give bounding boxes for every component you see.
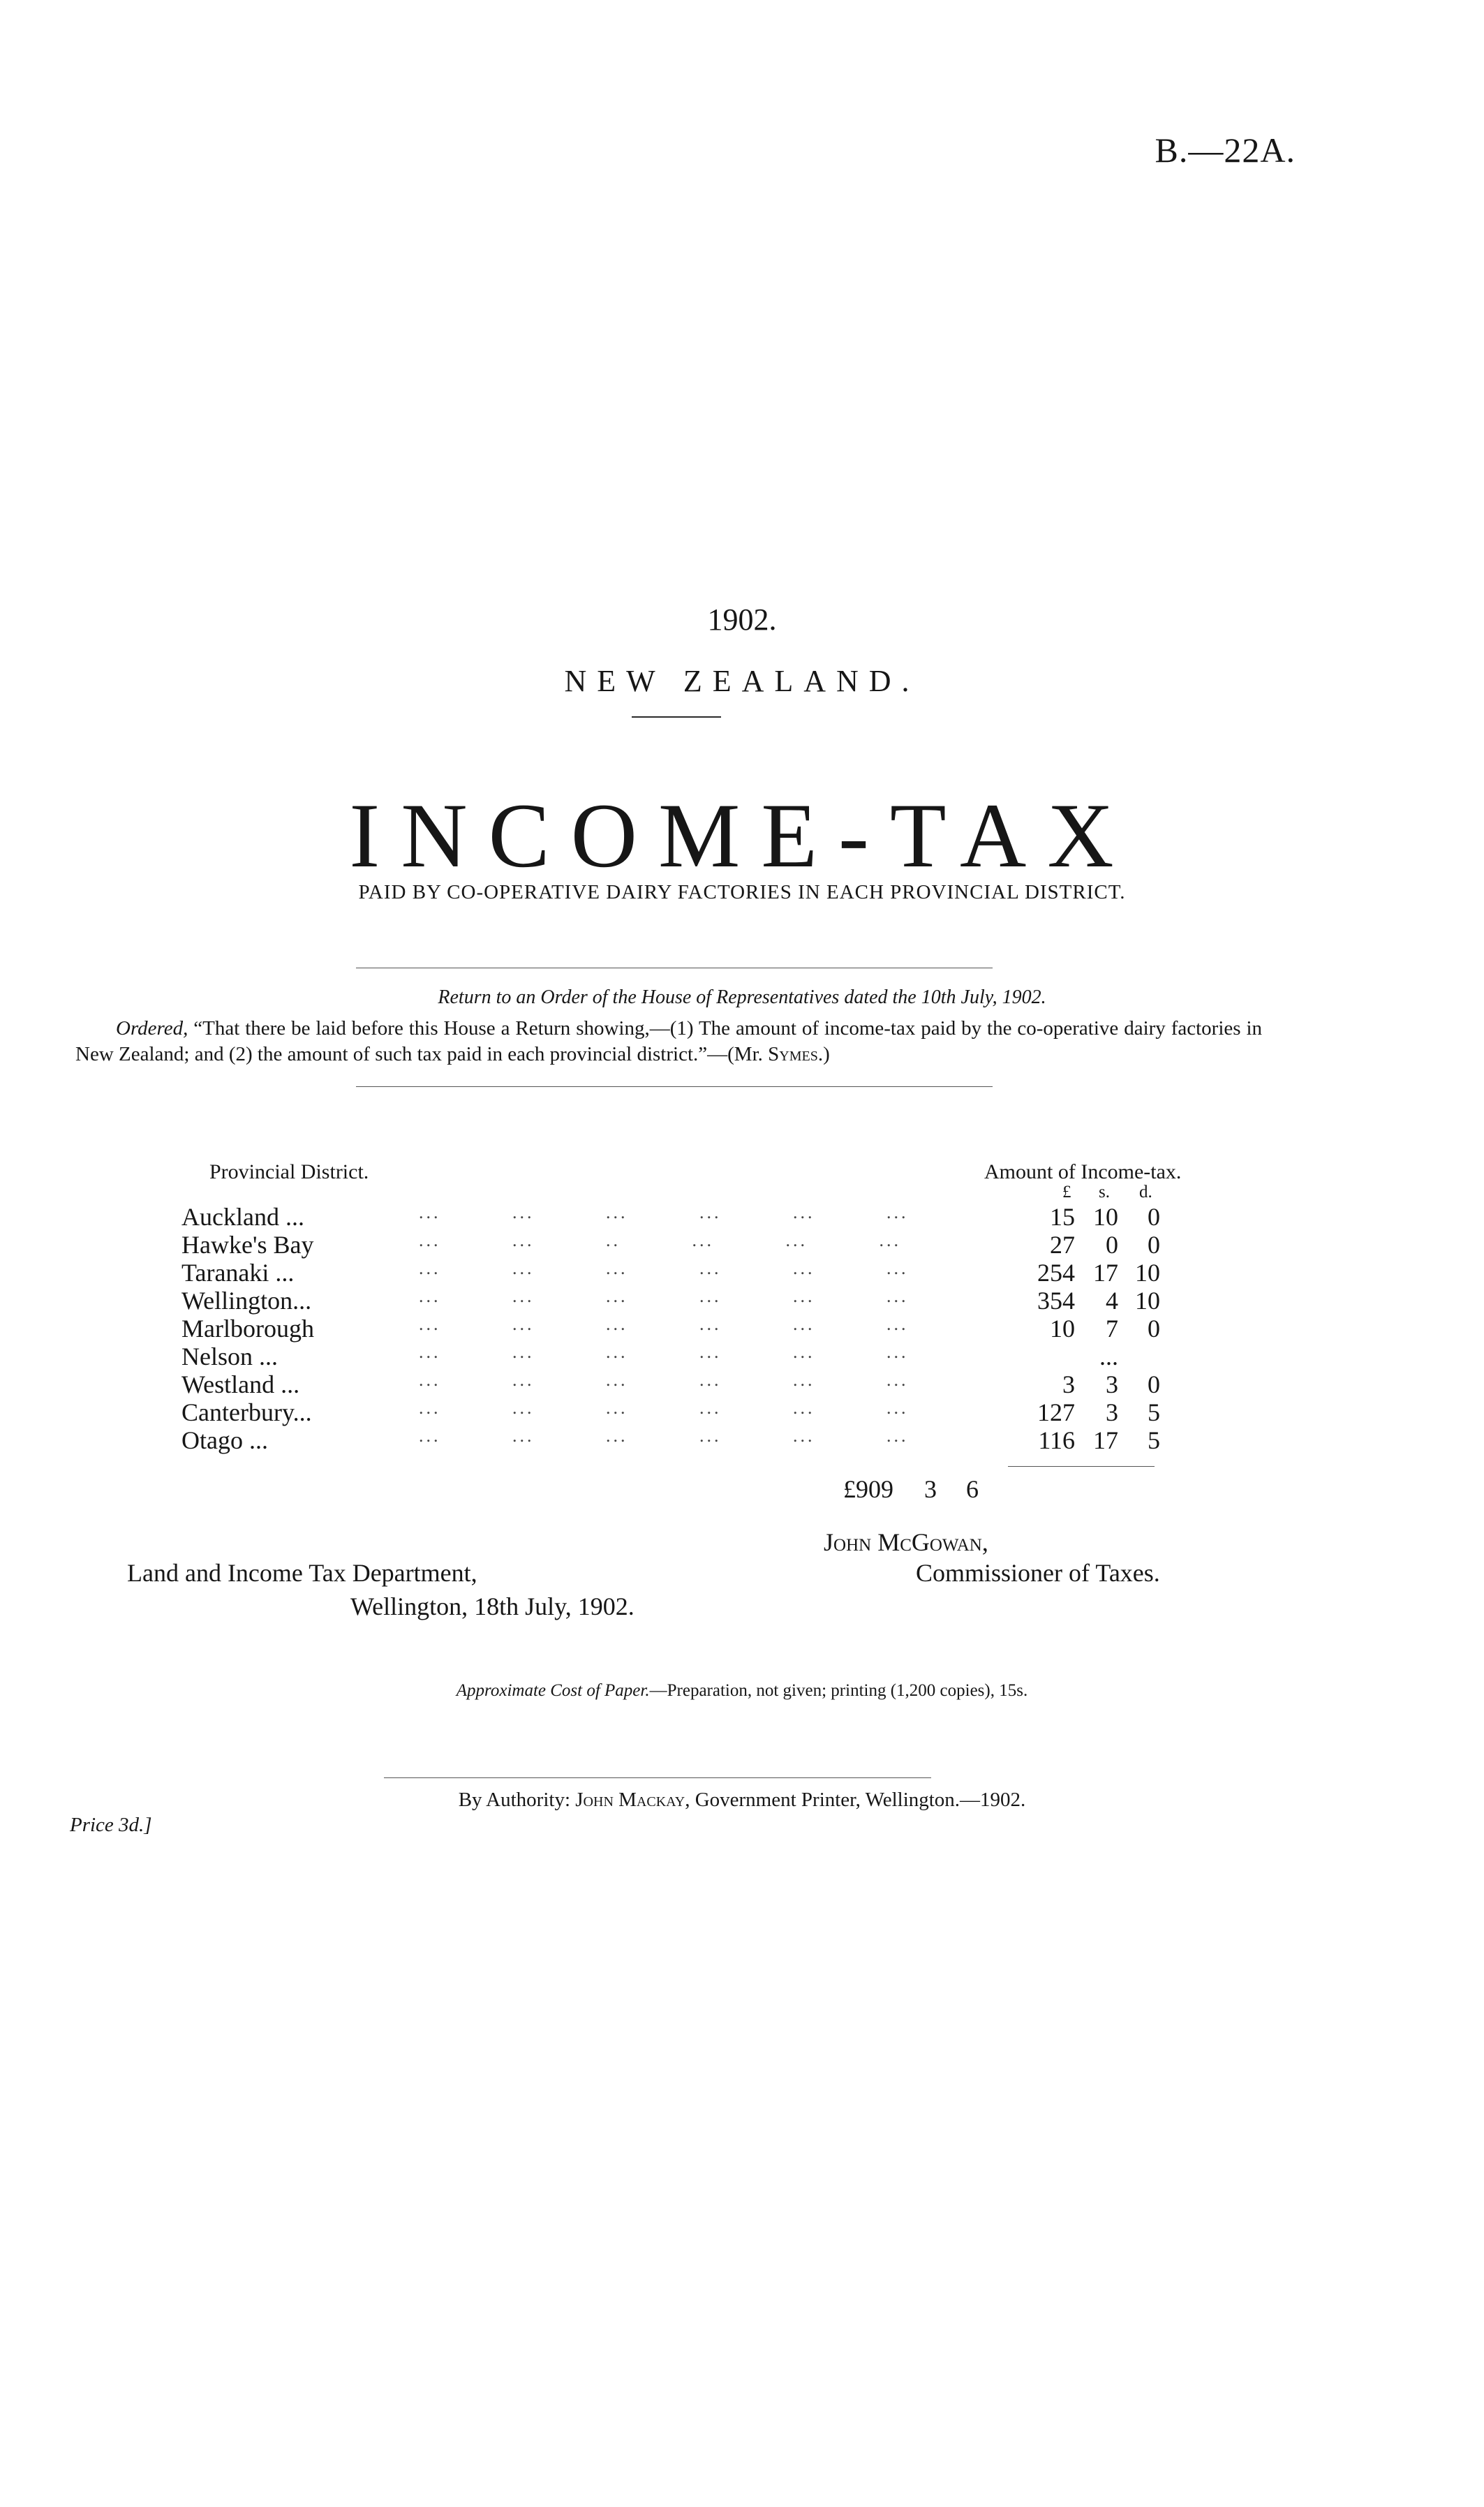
district-name: Taranaki ...: [181, 1259, 295, 1287]
amount-shillings: 7: [1106, 1315, 1118, 1343]
signer-first-name: John: [824, 1528, 872, 1556]
amount-shillings: 17: [1093, 1426, 1118, 1454]
table-row: [181, 1314, 1270, 1343]
divider-footer: [384, 1777, 931, 1778]
total-shillings: 3: [924, 1475, 937, 1503]
leader-dots: ... ... ... ... ... ...: [419, 1286, 909, 1306]
amount-pence: 0: [1148, 1231, 1160, 1259]
district-name: Hawke's Bay: [181, 1231, 314, 1259]
district-name: Westland ...: [181, 1370, 300, 1398]
table-row: [181, 1230, 1270, 1257]
district-name: Canterbury...: [181, 1398, 312, 1426]
country-heading: NEW ZEALAND.: [564, 664, 920, 698]
amount-shillings: 0: [1106, 1231, 1118, 1259]
total-row: [831, 1474, 1110, 1508]
amount-shillings: 3: [1106, 1398, 1118, 1426]
total-pence: 6: [966, 1475, 979, 1503]
table-row: [181, 1370, 1270, 1396]
authority-prefix: By Authority:: [458, 1789, 571, 1811]
column-header-amount: Amount of Income-tax.: [984, 1160, 1182, 1183]
signer-title: Commissioner of Taxes.: [916, 1559, 1160, 1587]
document-year: 1902.: [707, 602, 777, 637]
place-and-date: Wellington, 18th July, 1902.: [350, 1592, 635, 1620]
leader-dots: ... ... ... ... ... ...: [419, 1398, 909, 1418]
ordered-text: “That there be laid before this House a Return showing,—(1) The amount of income-tax paid by the co-operative dairy factories in New Zealand; and (2) the amount of such tax paid in each provincial district.”—(Mr.: [75, 1017, 1263, 1065]
column-header-district: Provincial District.: [209, 1160, 369, 1183]
amount-pence: 0: [1148, 1203, 1160, 1231]
department-name: Land and Income Tax Department,: [127, 1559, 477, 1587]
amount-pounds: 254: [1037, 1259, 1075, 1287]
ordered-end: .): [817, 1043, 830, 1065]
leader-dots: ... ... ... ... ... ...: [419, 1342, 909, 1362]
amount-pence: 10: [1135, 1259, 1160, 1287]
leader-dots: ... ... ... ... ... ...: [419, 1202, 909, 1222]
document-title: INCOME-TAX: [349, 784, 1135, 887]
total-rule: [1008, 1466, 1155, 1467]
amount-pence: 10: [1135, 1287, 1160, 1315]
amount-pounds: 354: [1037, 1287, 1075, 1315]
ordered-label: Ordered,: [116, 1017, 188, 1040]
leader-dots: ... ... ... ... ... ...: [419, 1370, 909, 1390]
ordered-paragraph: [75, 1016, 1262, 1067]
district-name: Nelson ...: [181, 1343, 278, 1370]
amount-pounds: 27: [1050, 1231, 1075, 1259]
signer-last-name: McGowan,: [877, 1528, 988, 1556]
amount-shillings: 4: [1106, 1287, 1118, 1315]
amount-pence: 0: [1148, 1315, 1160, 1343]
amount-shillings: ...: [1099, 1343, 1118, 1370]
district-name: Auckland ...: [181, 1203, 304, 1231]
price-note: Price 3d.]: [70, 1814, 152, 1836]
divider-short: [632, 716, 721, 718]
total-pounds: £909: [843, 1475, 893, 1503]
amount-pence: 0: [1148, 1370, 1160, 1398]
unit-pence: d.: [1139, 1183, 1152, 1201]
document-reference-number: B.—22A.: [1155, 131, 1296, 170]
amount-pounds: 116: [1038, 1426, 1075, 1454]
district-name: Otago ...: [181, 1426, 268, 1454]
leader-dots: ... ... .. ... ... ...: [419, 1230, 901, 1250]
signer-name: [824, 1528, 988, 1557]
amount-pence: 5: [1148, 1398, 1160, 1426]
amount-pence: 5: [1148, 1426, 1160, 1454]
amount-pounds: 127: [1037, 1398, 1075, 1426]
table-row: [181, 1258, 1270, 1285]
leader-dots: ... ... ... ... ... ...: [419, 1426, 909, 1446]
amount-pounds: 10: [1050, 1315, 1075, 1343]
district-name: Wellington...: [181, 1287, 312, 1315]
cost-label: Approximate Cost of Paper.: [456, 1681, 650, 1700]
amount-pounds: 15: [1050, 1203, 1075, 1231]
ordered-member: Symes: [768, 1043, 818, 1065]
table-row: [181, 1398, 1270, 1424]
divider-lower: [356, 1086, 993, 1087]
table-row: [181, 1202, 1270, 1229]
authority-line: [0, 1789, 1484, 1812]
unit-pounds: £: [1062, 1183, 1071, 1201]
authority-suffix: Government Printer, Wellington.—1902.: [695, 1789, 1026, 1811]
amount-pounds: 3: [1062, 1370, 1075, 1398]
printer-name: John Mackay,: [575, 1789, 690, 1811]
amount-shillings: 17: [1093, 1259, 1118, 1287]
document-subtitle: PAID BY CO-OPERATIVE DAIRY FACTORIES IN EACH PROVINCIAL DISTRICT.: [358, 881, 1126, 903]
district-name: Marlborough: [181, 1315, 314, 1343]
amount-shillings: 10: [1093, 1203, 1118, 1231]
table-row: [181, 1286, 1270, 1315]
leader-dots: ... ... ... ... ... ...: [419, 1258, 909, 1278]
cost-text: —Preparation, not given; printing (1,200 copies), 15s.: [649, 1681, 1028, 1700]
table-row: [181, 1426, 1270, 1452]
table-row: [181, 1342, 1270, 1368]
cost-of-paper-note: [0, 1681, 1484, 1701]
leader-dots: ... ... ... ... ... ...: [419, 1314, 909, 1334]
return-order-line: Return to an Order of the House of Representatives dated the 10th July, 1902.: [438, 986, 1046, 1008]
amount-shillings: 3: [1106, 1370, 1118, 1398]
unit-shillings: s.: [1099, 1183, 1110, 1201]
